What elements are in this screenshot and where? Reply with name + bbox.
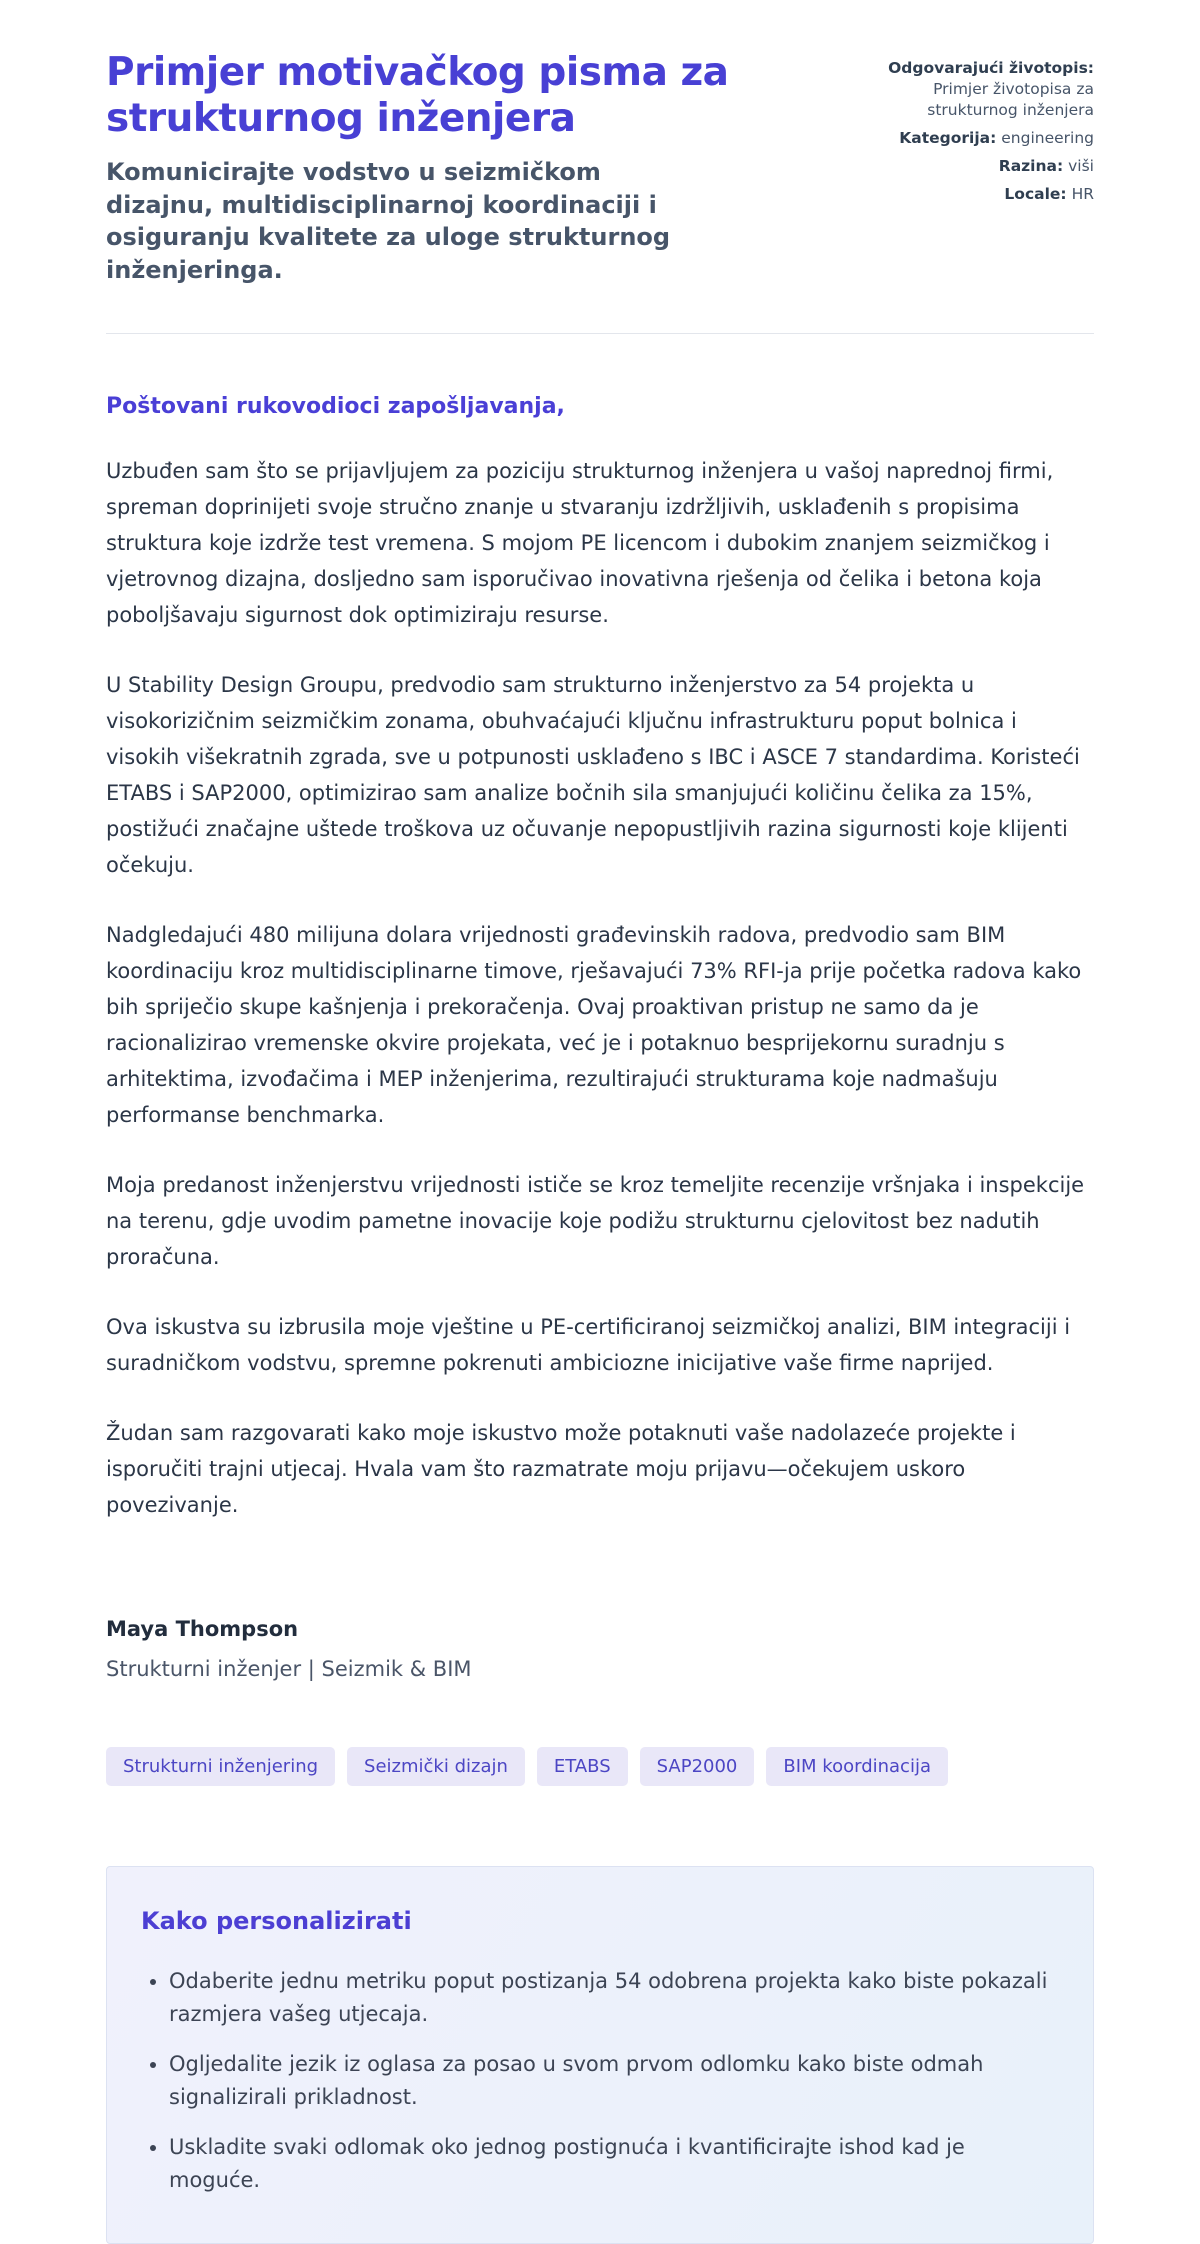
letter-paragraph: Ova iskustva su izbrusila moje vještine u PE-certificiranoj seizmičkoj analizi, BIM integraciji i suradničkom vodstvu, spremne pokrenuti ambiciozne inicijative vaše firme naprijed.: [106, 1314, 1071, 1375]
callout-title: Kako personalizirati: [141, 1906, 412, 1935]
page-container: [106, 0, 1094, 2244]
meta-matching-resume-value: Primjer životopisa za strukturnog inženjera: [927, 79, 1094, 119]
callout-list-item: • Uskladite svaki odlomak oko jednog postignuća i kvantificirajte ishod kad je moguće.: [169, 2131, 1059, 2197]
letter-paragraph: Uzbuđen sam što se prijavljujem za poziciju strukturnog inženjera u vašoj naprednoj firmi, spreman doprinijeti svoje stručno znanje u stvaranju izdržljivih, usklađenih s propisima struktura koje izdrže test vremena. S mojom PE licencom i dubokim znanjem seizmičkog i vjetrovnog dizajna, dosljedno sam isporučivao inovativna rješenja od čelika i betona koja poboljšavaju sigurnost dok optimiziraju resurse.: [106, 458, 1054, 627]
page-title: Primjer motivačkog pisma za strukturnog inženjera: [106, 50, 729, 142]
skill-tags-row: [106, 1747, 1094, 1786]
skill-tag: BIM koordinacija: [766, 1747, 948, 1786]
page-header: [106, 50, 1094, 287]
cover-letter-body: [106, 394, 1094, 1681]
letter-paragraph: Moja predanost inženjerstvu vrijednosti ističe se kroz temeljite recenzije vršnjaka i inspekcije na terenu, gdje uvodim pametne inovacije koje podižu strukturnu cjelovitost bez nadutih proračuna.: [106, 1172, 1085, 1269]
personalization-callout: [106, 1866, 1094, 2244]
meta-level-value: viši: [1068, 156, 1094, 175]
page-subtitle: Komunicirajte vodstvo u seizmičkom dizajnu, multidisciplinarnoj koordinaciji i osiguranju kvalitete za uloge strukturnog inženjeringa.: [106, 158, 671, 284]
meta-block: [862, 50, 1094, 212]
letter-paragraph: Žudan sam razgovarati kako moje iskustvo može potaknuti vaše nadolazeće projekte i isporučiti trajni utjecaj. Hvala vam što razmatrate moju prijavu—očekujem uskoro povezivanje.: [106, 1420, 1016, 1517]
meta-locale-label: Locale:: [1004, 184, 1067, 203]
skill-tag: ETABS: [537, 1747, 628, 1786]
callout-list: [141, 1965, 1059, 2197]
signature-name: Maya Thompson: [106, 1616, 299, 1641]
meta-level: [862, 156, 1094, 177]
letter-greeting: Poštovani rukovodioci zapošljavanja,: [106, 393, 565, 419]
callout-list-item: • Odaberite jednu metriku poput postizanja 54 odobrena projekta kako biste pokazali razmjera vašeg utjecaja.: [169, 1965, 1059, 2031]
meta-matching-resume: [862, 58, 1094, 121]
meta-level-label: Razina:: [998, 156, 1064, 175]
signature-role: Strukturni inženjer | Seizmik & BIM: [106, 1656, 472, 1681]
header-title-block: [106, 50, 751, 287]
skill-tag: SAP2000: [640, 1747, 755, 1786]
letter-paragraph: Nadgledajući 480 milijuna dolara vrijednosti građevinskih radova, predvodio sam BIM koordinaciju kroz multidisciplinarne timove, rješavajući 73% RFI-ja prije početka radova kako bih spriječio skupe kašnjenja i prekoračenja. Ovaj proaktivan pristup ne samo da je racionalizirao vremenske okvire projekata, već je i potaknuo besprijekornu suradnju s arhitektima, izvođačima i MEP inženjerima, rezultirajući strukturama koje nadmašuju performanse benchmarka.: [106, 922, 1082, 1127]
skill-tag: Seizmički dizajn: [347, 1747, 525, 1786]
skill-tag: Strukturni inženjering: [106, 1747, 335, 1786]
meta-category-label: Kategorija:: [899, 128, 997, 147]
callout-list-item: • Ogljedalite jezik iz oglasa za posao u svom prvom odlomku kako biste odmah signalizirali prikladnost.: [169, 2048, 1059, 2114]
meta-matching-resume-label: Odgovarajući životopis:: [888, 59, 1094, 77]
meta-category-value: engineering: [1001, 128, 1094, 147]
letter-paragraph: U Stability Design Groupu, predvodio sam strukturno inženjerstvo za 54 projekta u visokorizičnim seizmičkim zonama, obuhvaćajući ključnu infrastrukturu poput bolnica i visokih višekratnih zgrada, sve u potpunosti usklađeno s IBC i ASCE 7 standardima. Koristeći ETABS i SAP2000, optimizirao sam analize bočnih sila smanjujući količinu čelika za 15%, postižući značajne uštede troškova uz očuvanje nepopustljivih razina sigurnosti koje klijenti očekuju.: [106, 672, 1080, 877]
meta-locale: [862, 184, 1094, 205]
meta-locale-value: HR: [1071, 184, 1094, 203]
meta-category: [862, 128, 1094, 149]
header-divider: [106, 333, 1094, 334]
